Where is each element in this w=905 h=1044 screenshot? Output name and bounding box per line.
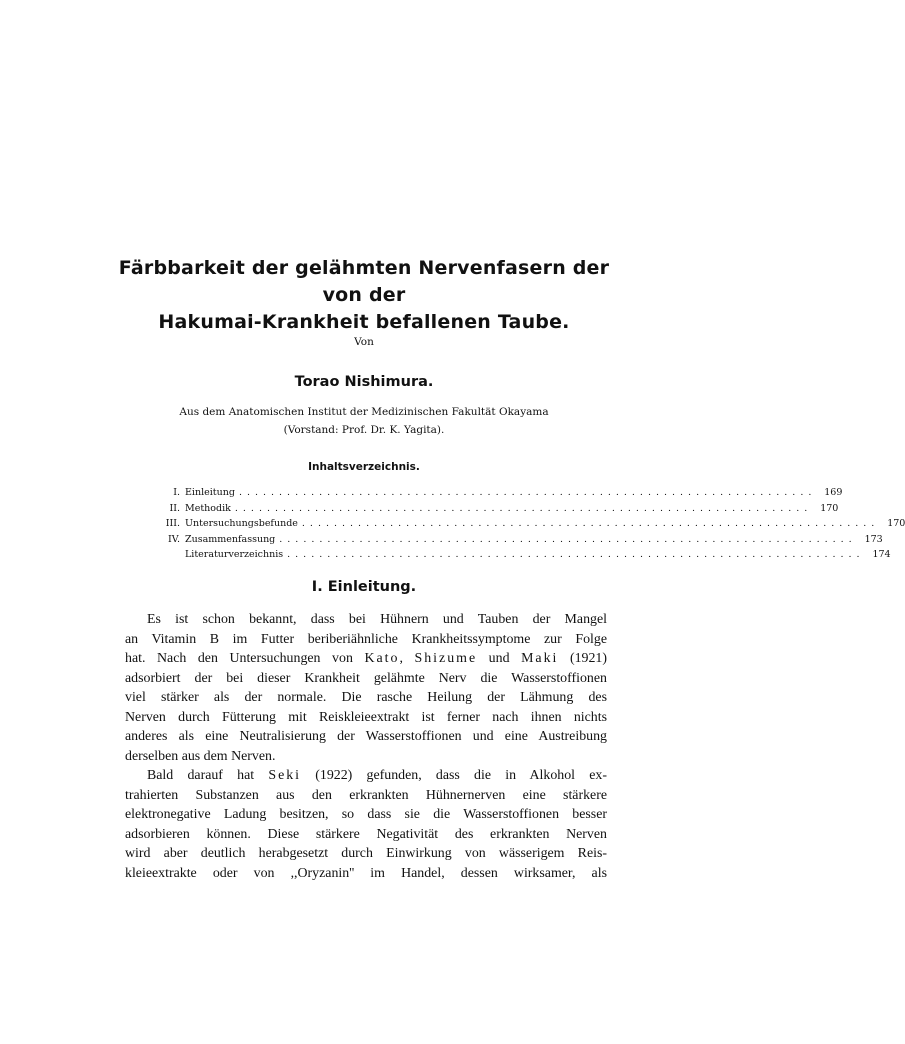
toc-leader-dots: ........................................................................ <box>301 518 880 529</box>
toc-entry <box>160 485 843 501</box>
cited-author: Seki <box>268 768 302 783</box>
byline-von: Von <box>354 336 374 348</box>
toc-leader-dots: ........................................................................ <box>279 533 857 545</box>
text-line <box>125 766 607 786</box>
cited-author: Kato <box>364 651 400 666</box>
toc-number: I. <box>173 487 180 498</box>
toc-leader-dots: ........................................................................ <box>287 549 865 560</box>
text-line: anderes als eine Neutralisierung der Wasserstoffionen und eine Austreibung <box>125 729 607 744</box>
text-fragment: , <box>399 651 415 666</box>
title-line-2: Hakumai-Krankheit befallenen Taube. <box>158 311 570 333</box>
toc-page-number: 170 <box>887 518 905 529</box>
toc-label: Methodik <box>185 502 231 514</box>
cited-author: Maki <box>521 651 559 666</box>
text-line: adsorbieren können. Diese stärkere Negativität des erkrankten Nerven <box>125 826 607 842</box>
toc-page-number: 169 <box>824 487 843 498</box>
text-line: trahierten Substanzen aus den erkrankten Hühnernerven eine stärkere <box>125 787 607 803</box>
text-line: Es ist schon bekannt, dass bei Hühnern und Tauben der Mangel <box>147 612 607 627</box>
article-title <box>100 255 628 336</box>
text-line <box>125 649 607 669</box>
toc-leader-dots: ........................................................................ <box>238 487 817 498</box>
author-name: Torao Nishimura. <box>294 374 434 390</box>
toc-label: Einleitung <box>185 487 235 498</box>
toc-number: II. <box>169 502 180 514</box>
text-line: viel stärker als der normale. Die rasche Heilung der Lähmung des <box>125 690 607 705</box>
toc-heading: Inhaltsverzeichnis. <box>308 461 420 473</box>
toc-label: Untersuchungsbefunde <box>185 518 298 529</box>
toc-label: Literaturverzeichnis <box>185 549 284 560</box>
toc-page-number: 174 <box>872 549 891 560</box>
text-fragment: (1922) gefunden, dass die in Alkohol ex- <box>301 768 607 783</box>
affiliation-line-1: Aus dem Anatomischen Institut der Medizinischen Fakultät Okayama <box>179 406 549 418</box>
toc-number: III. <box>165 518 180 529</box>
title-line-1: Färbbarkeit der gelähmten Nervenfasern der von der <box>118 257 610 306</box>
toc-page-number: 173 <box>864 533 883 545</box>
text-line: derselben aus dem Nerven. <box>125 748 276 764</box>
toc-entry <box>160 516 905 532</box>
toc-entry <box>160 501 839 517</box>
table-of-contents <box>160 485 905 563</box>
section-heading: I. Einleitung. <box>311 579 417 595</box>
text-line: kleieextrakte oder von ,,Oryzanin'' im Handel, dessen wirksamer, als <box>125 865 607 881</box>
toc-number: IV. <box>168 533 180 545</box>
text-fragment: (1921) <box>558 651 607 666</box>
toc-page-number: 170 <box>820 502 839 514</box>
text-line: elektronegative Ladung besitzen, so dass sie die Wasserstoffionen besser <box>125 807 607 822</box>
text-line: adsorbiert der bei dieser Krankheit gelähmte Nerv die Wasserstoffionen <box>125 670 607 686</box>
text-fragment: und <box>477 651 522 666</box>
toc-label: Zusammenfassung <box>185 533 276 545</box>
text-fragment: hat. Nach den Untersuchungen von <box>125 651 365 666</box>
toc-entry <box>160 532 883 548</box>
toc-entry <box>160 547 891 563</box>
affiliation-line-2: (Vorstand: Prof. Dr. K. Yagita). <box>283 424 445 436</box>
toc-leader-dots: ........................................................................ <box>234 502 813 514</box>
text-line: wird aber deutlich herabgesetzt durch Einwirkung von wässerigem Reis- <box>125 846 607 861</box>
text-fragment: Bald darauf hat <box>147 768 269 783</box>
text-line: Nerven durch Fütterung mit Reiskleieextrakt ist ferner nach ihnen nichts <box>125 709 607 725</box>
affiliation <box>120 403 608 439</box>
body-text <box>125 610 607 883</box>
cited-author: Shizume <box>414 651 478 666</box>
text-line: an Vitamin B im Futter beriberiähnliche Krankheitssymptome zur Folge <box>125 631 607 647</box>
